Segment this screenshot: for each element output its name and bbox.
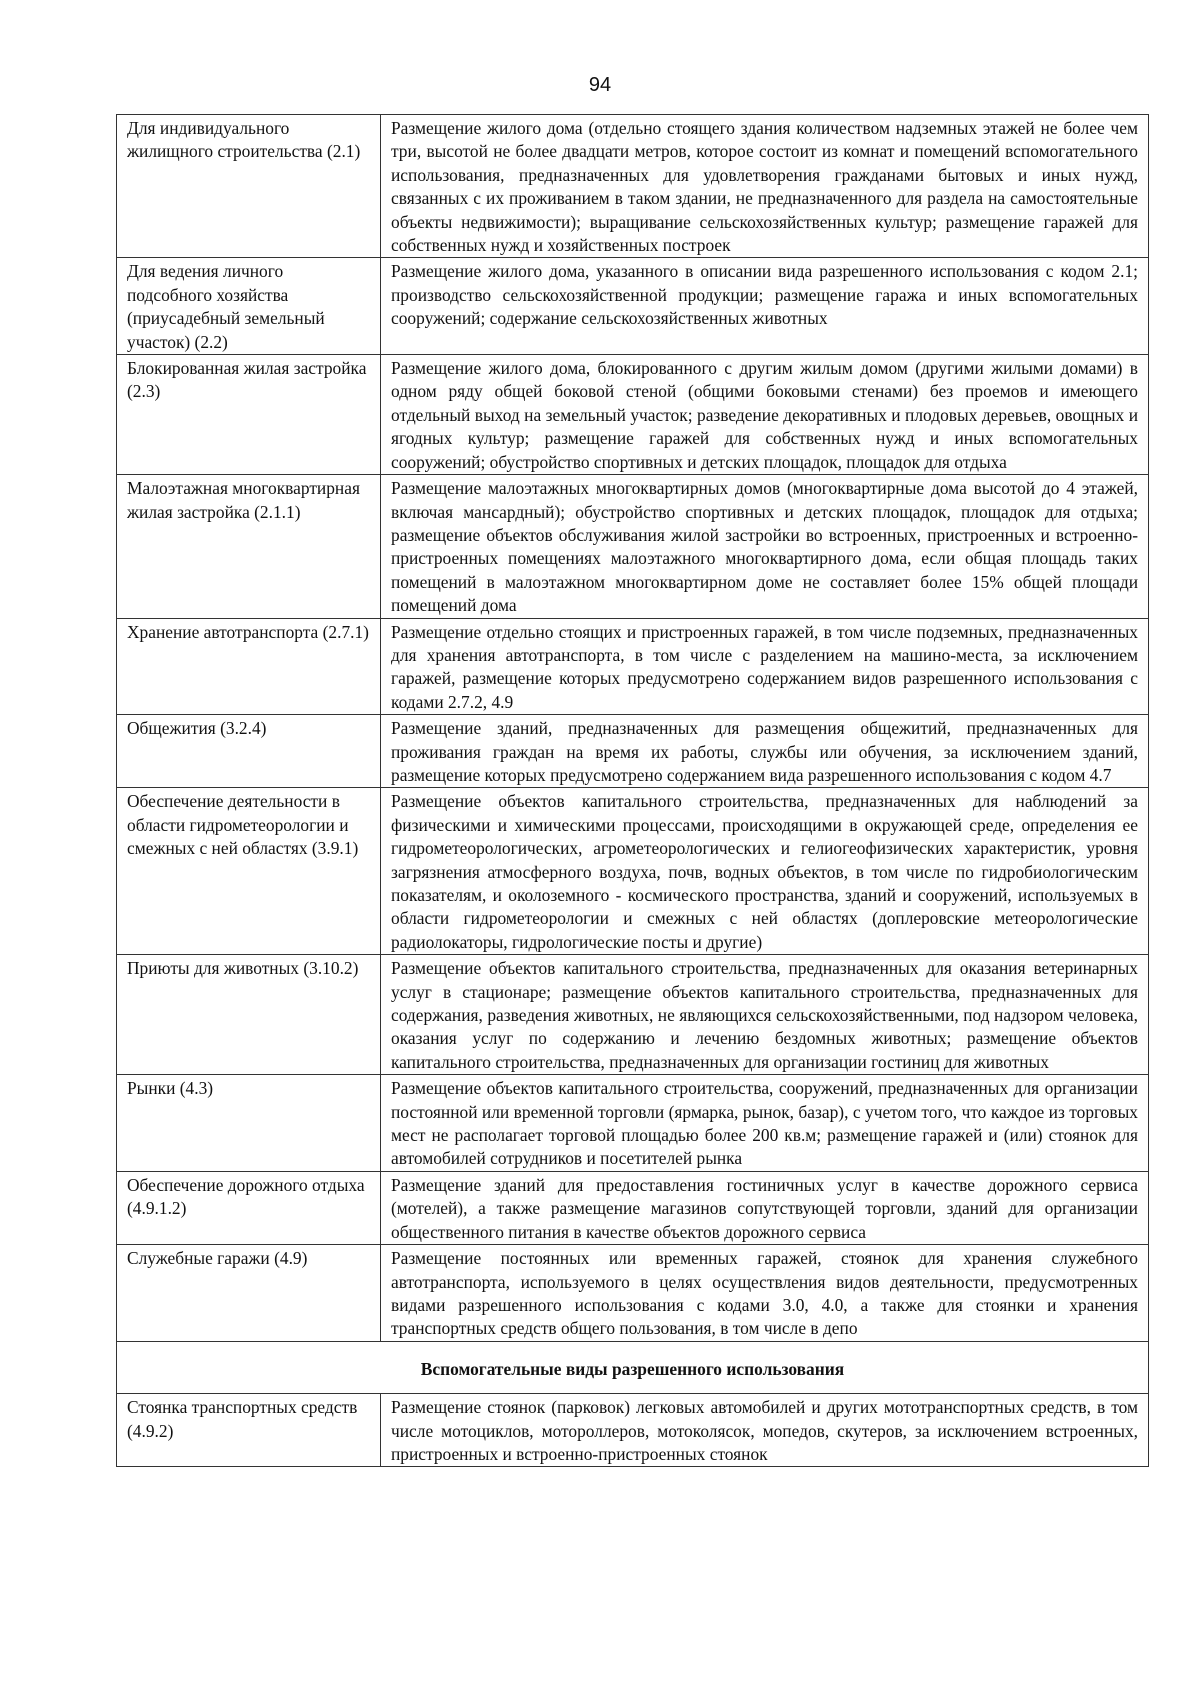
use-description: Размещение малоэтажных многоквартирных домов (многоквартирные дома высотой до 4 этажей, включая мансардный); обустройство спортивных и детских площадок, площадок для отдыха; размещение объектов обслуживания жилой застройки во встроенных, пристроенных и встроенно-пристроенных помещениях малоэтажного многоквартирного дома, если общая площадь таких помещений в малоэтажном многоквартирном доме не составляет более 15% общей площади помещений дома [381,475,1149,618]
table-row [117,1171,1149,1244]
use-name: Блокированная жилая застройка (2.3) [117,355,381,475]
use-name: Стоянка транспортных средств (4.9.2) [117,1394,381,1467]
use-description: Размещение объектов капитального строительства, предназначенных для наблюдений за физическими и химическими процессами, происходящими в окружающей среде, определения ее гидрометеорологических, агрометеорологических и гелиогеофизических характеристик, уровня загрязнения атмосферного воздуха, почв, водных объектов, в том числе по гидробиологическим показателям, и околоземного - космического пространства, зданий и сооружений, используемых в области гидрометеорологии и смежных с ней областях (доплеровские метеорологические радиолокаторы, гидрологические посты и другие) [381,788,1149,955]
table-row [117,618,1149,715]
use-description: Размещение жилого дома, блокированного с другим жилым домом (другими жилыми домами) в одном ряду общей боковой стеной (общими боковыми стенами) без проемов и имеющего отдельный выход на земельный участок; разведение декоративных и плодовых деревьев, овощных и ягодных культур; размещение гаражей для собственных нужд и иных вспомогательных сооружений; обустройство спортивных и детских площадок, площадок для отдыха [381,355,1149,475]
use-description: Размещение отдельно стоящих и пристроенных гаражей, в том числе подземных, предназначенных для хранения автотранспорта, в том числе с разделением на машино-места, за исключением гаражей, размещение которых предусмотрено содержанием видов разрешенного использования с кодами 2.7.2, 4.9 [381,618,1149,715]
use-name: Для индивидуального жилищного строительства (2.1) [117,115,381,258]
table-row [117,475,1149,618]
use-name: Хранение автотранспорта (2.7.1) [117,618,381,715]
use-description: Размещение зданий для предоставления гостиничных услуг в качестве дорожного сервиса (мотелей), а также размещение магазинов сопутствующей торговли, зданий для организации общественного питания в качестве объектов дорожного сервиса [381,1171,1149,1244]
use-description: Размещение постоянных или временных гаражей, стоянок для хранения служебного автотранспорта, используемого в целях осуществления видов деятельности, предусмотренных видами разрешенного использования с кодами 3.0, 4.0, а также для стоянки и хранения транспортных средств общего пользования, в том числе в депо [381,1245,1149,1342]
land-use-table [116,114,1149,1467]
table-row [117,258,1149,355]
use-name: Общежития (3.2.4) [117,715,381,788]
section-heading-row [117,1341,1149,1393]
table-row [117,355,1149,475]
table-row [117,955,1149,1075]
page-number: 94 [588,74,612,96]
table-row [117,788,1149,955]
table-row [117,1394,1149,1467]
use-description: Размещение объектов капитального строительства, предназначенных для оказания ветеринарных услуг в стационаре; размещение объектов капитального строительства, предназначенных для содержания, разведения животных, не являющихся сельскохозяйственными, под надзором человека, оказания услуг по содержанию и лечению бездомных животных; размещение объектов капитального строительства, предназначенных для организации гостиниц для животных [381,955,1149,1075]
use-description: Размещение стоянок (парковок) легковых автомобилей и других мототранспортных средств, в том числе мотоциклов, мотороллеров, мотоколясок, мопедов, скутеров, за исключением встроенных, пристроенных и встроенно-пристроенных стоянок [381,1394,1149,1467]
use-description: Размещение зданий, предназначенных для размещения общежитий, предназначенных для проживания граждан на время их работы, службы или обучения, за исключением зданий, размещение которых предусмотрено содержанием вида разрешенного использования с кодом 4.7 [381,715,1149,788]
use-name: Малоэтажная многоквартирная жилая застройка (2.1.1) [117,475,381,618]
use-name: Рынки (4.3) [117,1075,381,1172]
use-name: Обеспечение деятельности в области гидрометеорологии и смежных с ней областях (3.9.1) [117,788,381,955]
use-description: Размещение жилого дома (отдельно стоящего здания количеством надземных этажей не более чем три, высотой не более двадцати метров, которое состоит из комнат и помещений вспомогательного использования, предназначенных для удовлетворения гражданами бытовых и иных нужд, связанных с их проживанием в таком здании, не предназначенного для раздела на самостоятельные объекты недвижимости); выращивание сельскохозяйственных культур; размещение гаражей для собственных нужд и хозяйственных построек [381,115,1149,258]
use-description: Размещение жилого дома, указанного в описании вида разрешенного использования с кодом 2.1; производство сельскохозяйственной продукции; размещение гаража и иных вспомогательных сооружений; содержание сельскохозяйственных животных [381,258,1149,355]
use-description: Размещение объектов капитального строительства, сооружений, предназначенных для организации постоянной или временной торговли (ярмарка, рынок, базар), с учетом того, что каждое из торговых мест не располагает торговой площадью более 200 кв.м; размещение гаражей и (или) стоянок для автомобилей сотрудников и посетителей рынка [381,1075,1149,1172]
use-name: Приюты для животных (3.10.2) [117,955,381,1075]
use-name: Обеспечение дорожного отдыха (4.9.1.2) [117,1171,381,1244]
section-heading: Вспомогательные виды разрешенного использования [117,1341,1149,1393]
table-row [117,1075,1149,1172]
use-name: Для ведения личного подсобного хозяйства (приусадебный земельный участок) (2.2) [117,258,381,355]
table-row [117,1245,1149,1342]
table-row [117,715,1149,788]
table-row [117,115,1149,258]
use-name: Служебные гаражи (4.9) [117,1245,381,1342]
